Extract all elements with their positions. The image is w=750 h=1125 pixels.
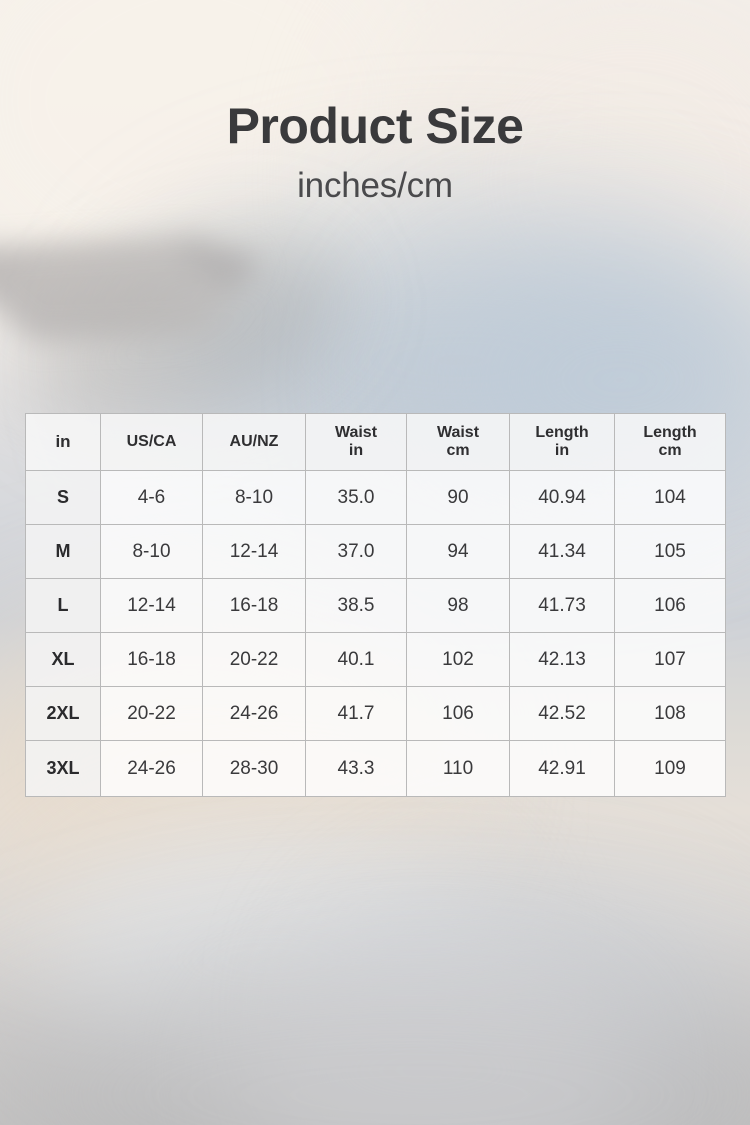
cell-waist-in: 38.5 — [306, 579, 407, 633]
cell-waist-cm: 110 — [407, 741, 510, 797]
cell-waist-cm: 98 — [407, 579, 510, 633]
cell-waist-in: 37.0 — [306, 525, 407, 579]
cell-au-nz: 28-30 — [203, 741, 306, 797]
cell-length-in: 42.52 — [510, 687, 615, 741]
size-table — [25, 413, 726, 797]
cell-us-ca: 4-6 — [101, 471, 203, 525]
column-header-in — [26, 414, 101, 471]
cell-length-in: 42.91 — [510, 741, 615, 797]
column-header-line1: in — [55, 432, 71, 452]
cell-us-ca: 12-14 — [101, 579, 203, 633]
table-row — [26, 687, 726, 741]
column-header-line1: US/CA — [126, 432, 177, 450]
cell-waist-in: 35.0 — [306, 471, 407, 525]
cell-us-ca: 20-22 — [101, 687, 203, 741]
column-header-line2: in — [554, 442, 570, 459]
table-row — [26, 633, 726, 687]
cell-length-cm: 106 — [615, 579, 726, 633]
column-header-line1: AU/NZ — [229, 432, 279, 450]
cell-waist-in: 43.3 — [306, 741, 407, 797]
column-header-au-nz — [203, 414, 306, 471]
cell-length-cm: 104 — [615, 471, 726, 525]
column-header-us-ca — [101, 414, 203, 471]
cell-waist-cm: 106 — [407, 687, 510, 741]
column-header-line1: Length — [643, 423, 697, 441]
column-header-line2: in — [348, 442, 364, 459]
column-header-waist-cm — [407, 414, 510, 471]
cell-au-nz: 8-10 — [203, 471, 306, 525]
page-subtitle: inches/cm — [297, 166, 453, 205]
cell-us-ca: 8-10 — [101, 525, 203, 579]
cell-length-cm: 107 — [615, 633, 726, 687]
cell-length-cm: 109 — [615, 741, 726, 797]
column-header-length-cm — [615, 414, 726, 471]
cell-waist-cm: 94 — [407, 525, 510, 579]
table-header — [26, 414, 726, 471]
cell-size: L — [26, 579, 101, 633]
column-header-line2: cm — [446, 442, 470, 459]
cell-size: 2XL — [26, 687, 101, 741]
column-header-line1: Length — [535, 423, 589, 441]
table-row — [26, 471, 726, 525]
cell-au-nz: 24-26 — [203, 687, 306, 741]
cell-au-nz: 16-18 — [203, 579, 306, 633]
column-header-line1: Waist — [334, 423, 378, 441]
cell-size: M — [26, 525, 101, 579]
size-chart — [25, 413, 725, 797]
cell-length-cm: 108 — [615, 687, 726, 741]
cell-waist-cm: 102 — [407, 633, 510, 687]
page-title: Product Size — [226, 98, 524, 154]
table-header-row — [26, 414, 726, 471]
cell-size: 3XL — [26, 741, 101, 797]
cell-us-ca: 24-26 — [101, 741, 203, 797]
table-row — [26, 579, 726, 633]
table-body — [26, 471, 726, 797]
column-header-line2: cm — [658, 442, 682, 459]
cell-us-ca: 16-18 — [101, 633, 203, 687]
table-row — [26, 525, 726, 579]
cell-waist-cm: 90 — [407, 471, 510, 525]
cell-size: S — [26, 471, 101, 525]
cell-length-cm: 105 — [615, 525, 726, 579]
cell-size: XL — [26, 633, 101, 687]
column-header-length-in — [510, 414, 615, 471]
cell-length-in: 41.34 — [510, 525, 615, 579]
cell-waist-in: 40.1 — [306, 633, 407, 687]
header — [0, 96, 750, 206]
cell-au-nz: 12-14 — [203, 525, 306, 579]
cell-length-in: 41.73 — [510, 579, 615, 633]
table-row — [26, 741, 726, 797]
cell-waist-in: 41.7 — [306, 687, 407, 741]
column-header-line1: Waist — [436, 423, 480, 441]
cell-length-in: 40.94 — [510, 471, 615, 525]
cell-length-in: 42.13 — [510, 633, 615, 687]
column-header-waist-in — [306, 414, 407, 471]
cell-au-nz: 20-22 — [203, 633, 306, 687]
